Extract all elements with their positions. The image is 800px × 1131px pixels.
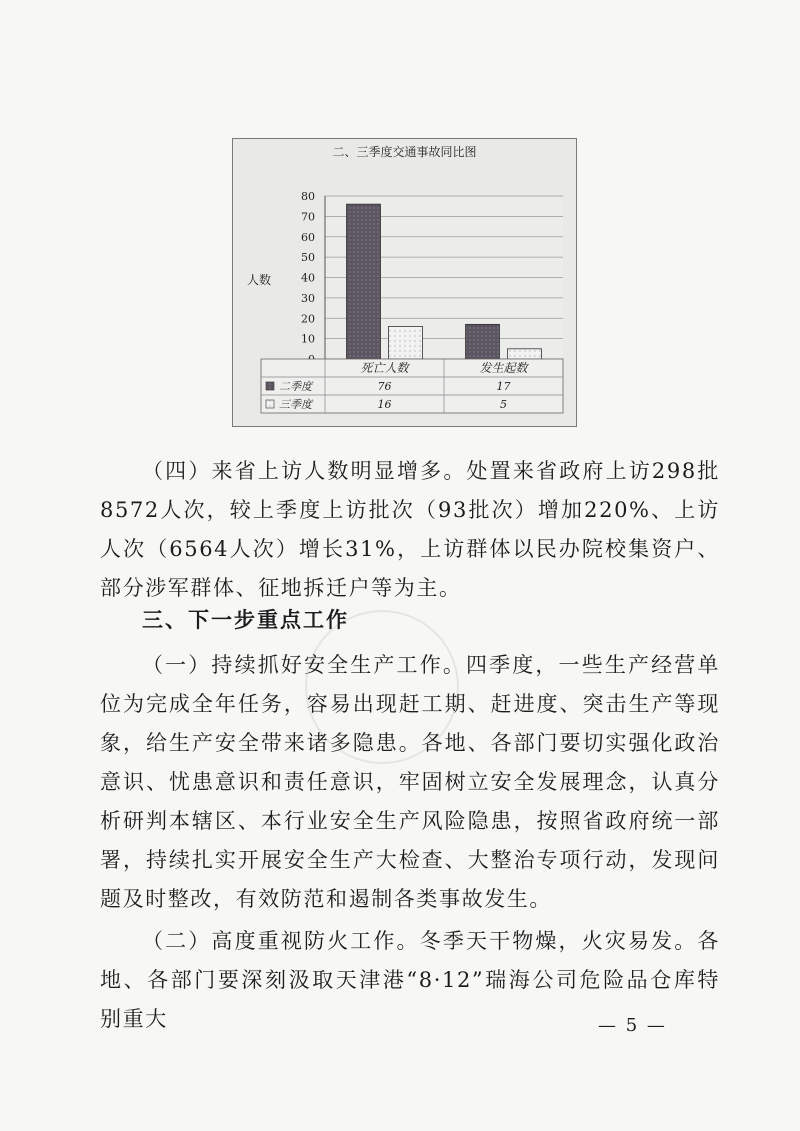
y-tick-label: 40 bbox=[301, 271, 315, 285]
bar-q2-1 bbox=[466, 324, 500, 359]
data-label: 5 bbox=[500, 398, 507, 411]
y-tick-label: 10 bbox=[301, 332, 315, 346]
section-3-heading: 三、下一步重点工作 bbox=[142, 608, 349, 632]
legend-swatch bbox=[266, 382, 274, 390]
section-4-paragraph: （四）来省上访人数明显增多。处置来省政府上访298批8572人次，较上季度上访批次（93批次）增加220%、上访人次（6564人次）增长31%，上访群体以民办院校集资户、部分涉军群体、征地拆迁户等为主。 bbox=[100, 459, 720, 600]
legend-label: 二季度 bbox=[279, 380, 312, 393]
y-tick-label: 30 bbox=[301, 291, 315, 305]
legend-label: 三季度 bbox=[279, 398, 312, 411]
data-label: 76 bbox=[377, 380, 392, 393]
y-axis-label: 人数 bbox=[247, 273, 272, 287]
y-tick-label: 20 bbox=[301, 312, 315, 326]
y-tick-label: 80 bbox=[301, 190, 315, 203]
y-tick-label: 60 bbox=[301, 230, 315, 244]
bar-q3-0 bbox=[389, 326, 423, 359]
traffic-accident-chart bbox=[232, 138, 577, 427]
data-label: 17 bbox=[496, 380, 511, 393]
x-category-label: 发生起数 bbox=[479, 361, 528, 375]
chart-title: 二、三季度交通事故同比图 bbox=[332, 145, 477, 159]
x-category-label: 死亡人数 bbox=[360, 361, 409, 375]
page-number: — 5 — bbox=[598, 1015, 667, 1036]
legend-swatch bbox=[266, 400, 274, 408]
item-1-paragraph: （一）持续抓好安全生产工作。四季度，一些生产经营单位为完成全年任务，容易出现赶工期、赶进度、突击生产等现象，给生产安全带来诸多隐患。各地、各部门要切实强化政治意识、忧患意识和责任意识，牢固树立安全发展理念，认真分析研判本辖区、本行业安全生产风险隐患，按照省政府统一部署，持续扎实开展安全生产大检查、大整治专项行动，发现问题及时整改，有效防范和遏制各类事故发生。 bbox=[100, 653, 720, 911]
chart-canvas bbox=[233, 139, 576, 426]
data-label: 16 bbox=[377, 398, 392, 411]
y-tick-label: 70 bbox=[301, 210, 315, 224]
bar-q3-1 bbox=[508, 349, 542, 359]
y-tick-label: 50 bbox=[301, 251, 315, 265]
bar-q2-0 bbox=[347, 204, 381, 359]
item-2-paragraph: （二）高度重视防火工作。冬季天干物燥，火灾易发。各地、各部门要深刻汲取天津港“8·12”瑞海公司危险品仓库特别重大 bbox=[100, 929, 720, 1031]
